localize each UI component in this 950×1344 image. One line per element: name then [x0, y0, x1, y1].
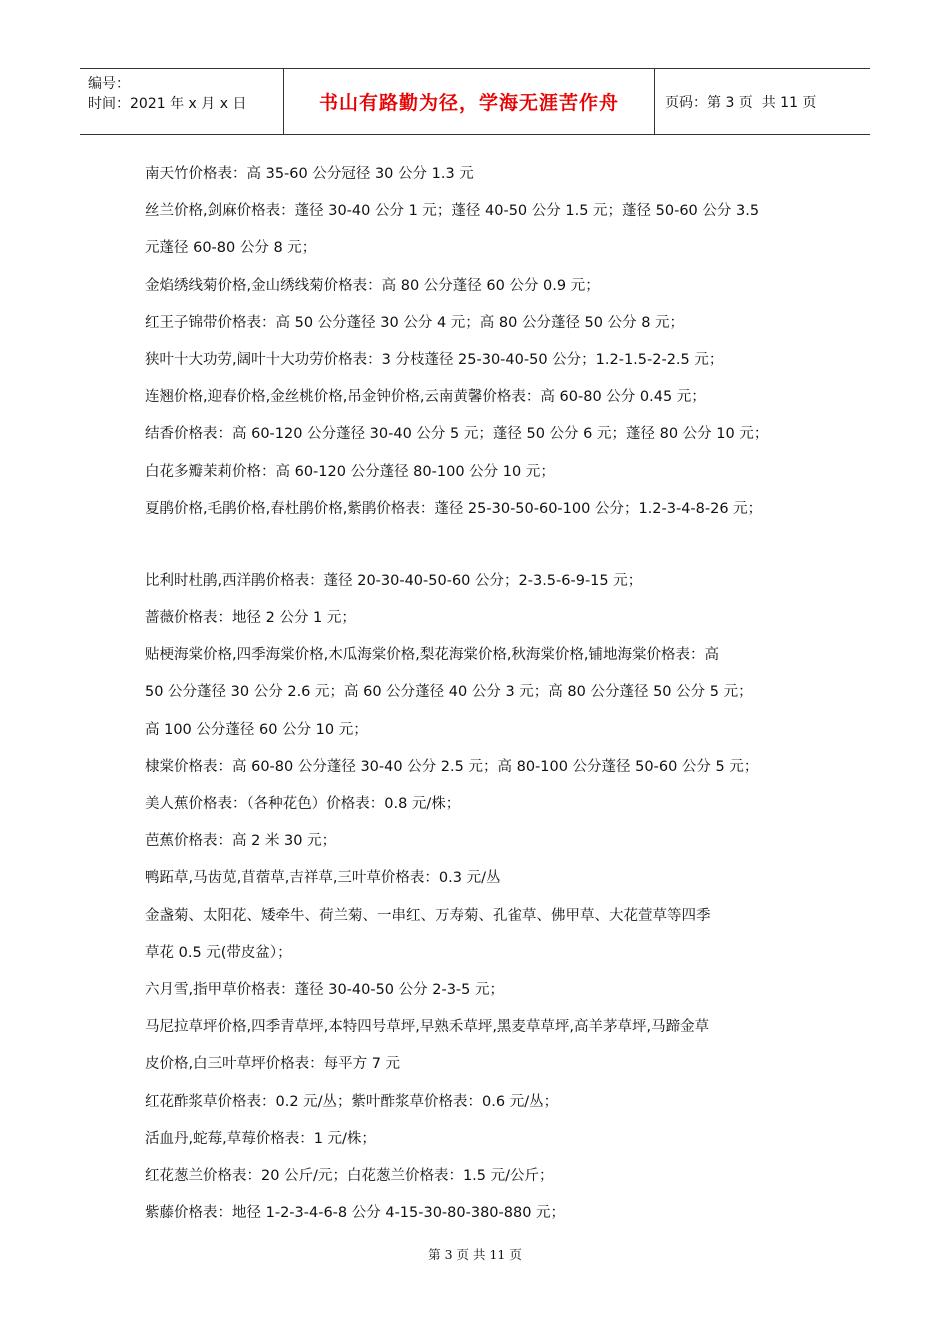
text-line: 连翘价格,迎春价格,金丝桃价格,吊金钟价格,云南黄馨价格表：高 60-80 公分 0.45 元；: [145, 389, 706, 406]
header-page-info: 页码：第 3 页 共 11 页: [665, 94, 817, 111]
text-line: 红王子锦带价格表：高 50 公分蓬径 30 公分 4 元；高 80 公分蓬径 50 公分 8 元；: [145, 314, 685, 331]
text-line: 芭蕉价格表：高 2 米 30 元；: [145, 833, 337, 850]
text-line: 50 公分蓬径 30 公分 2.6 元；高 60 公分蓬径 40 公分 3 元；高 80 公分蓬径 50 公分 5 元；: [145, 684, 753, 701]
text-line: 狭叶十大功劳,阔叶十大功劳价格表：3 分枝蓬径 25-30-40-50 公分；1.2-1.5-2-2.5 元；: [145, 351, 724, 368]
page-footer: 第 3 页 共 11 页: [428, 1247, 522, 1262]
text-line: 美人蕉价格表：（各种花色）价格表：0.8 元/株；: [145, 796, 461, 812]
text-line: 六月雪,指甲草价格表：蓬径 30-40-50 公分 2-3-5 元；: [145, 981, 505, 998]
text-line: 金盏菊、太阳花、矮牵牛、荷兰菊、一串红、万寿菊、孔雀草、佛甲草、大花萱草等四季: [145, 907, 711, 924]
price-list-body: [145, 156, 825, 1232]
text-line: 紫藤价格表：地径 1-2-3-4-6-8 公分 4-15-30-80-380-880 元；: [145, 1205, 566, 1222]
text-line: 马尼拉草坪价格,四季青草坪,本特四号草坪,早熟禾草坪,黑麦草草坪,高羊茅草坪,马蹄金草: [145, 1019, 710, 1036]
text-line: 贴梗海棠价格,四季海棠价格,木瓜海棠价格,梨花海棠价格,秋海棠价格,铺地海棠价格表：高: [145, 647, 720, 664]
text-line: 元蓬径 60-80 公分 8 元；: [145, 240, 317, 257]
text-line: 白花多瓣茉莉价格：高 60-120 公分蓬径 80-100 公分 10 元；: [145, 463, 555, 480]
text-line: 蔷薇价格表：地径 2 公分 1 元；: [145, 610, 356, 627]
document-number-label: 编号：: [88, 76, 130, 92]
text-line: 草花 0.5 元(带皮盆）；: [145, 944, 292, 961]
header-motto: 书山有路勤为径，学海无涯苦作舟: [283, 69, 655, 134]
text-line: 夏鹃价格,毛鹃价格,春杜鹃价格,紫鹃价格表：蓬径 25-30-50-60-100 公分；1.2-3-4-8-26 元；: [145, 500, 763, 517]
page-header: [80, 68, 870, 135]
text-line: 皮价格,白三叶草坪价格表：每平方 7 元: [145, 1056, 401, 1073]
document-date: 时间：2021 年 x 月 x 日: [88, 96, 247, 112]
text-line: 南天竹价格表：高 35-60 公分冠径 30 公分 1.3 元: [145, 166, 474, 182]
text-line: 金焰绣线菊价格,金山绣线菊价格表：高 80 公分蓬径 60 公分 0.9 元；: [145, 277, 600, 294]
paragraph-gap: [145, 528, 825, 563]
text-line: 比利时杜鹃,西洋鹃价格表：蓬径 20-30-40-50-60 公分；2-3.5-6-9-15 元；: [145, 572, 643, 589]
text-line: 红花葱兰价格表：20 公斤/元；白花葱兰价格表：1.5 元/公斤；: [145, 1167, 554, 1184]
price-list-block-2: [145, 563, 825, 1232]
text-line: 丝兰价格,剑麻价格表：蓬径 30-40 公分 1 元；蓬径 40-50 公分 1.5 元；蓬径 50-60 公分 3.5: [145, 203, 760, 220]
text-line: 结香价格表：高 60-120 公分蓬径 30-40 公分 5 元；蓬径 50 公分 6 元；蓬径 80 公分 10 元；: [145, 426, 769, 443]
text-line: 高 100 公分蓬径 60 公分 10 元；: [145, 721, 368, 738]
text-line: 鸭跖草,马齿苋,苜蓿草,吉祥草,三叶草价格表：0.3 元/丛: [145, 870, 501, 887]
price-list-block-1: [145, 156, 825, 528]
text-line: 活血丹,蛇莓,草莓价格表：1 元/株；: [145, 1130, 376, 1147]
header-meta: [80, 69, 283, 134]
text-line: 棣棠价格表：高 60-80 公分蓬径 30-40 公分 2.5 元；高 80-100 公分蓬径 50-60 公分 5 元；: [145, 758, 759, 775]
text-line: 红花酢浆草价格表：0.2 元/丛；紫叶酢浆草价格表：0.6 元/丛；: [145, 1093, 559, 1110]
